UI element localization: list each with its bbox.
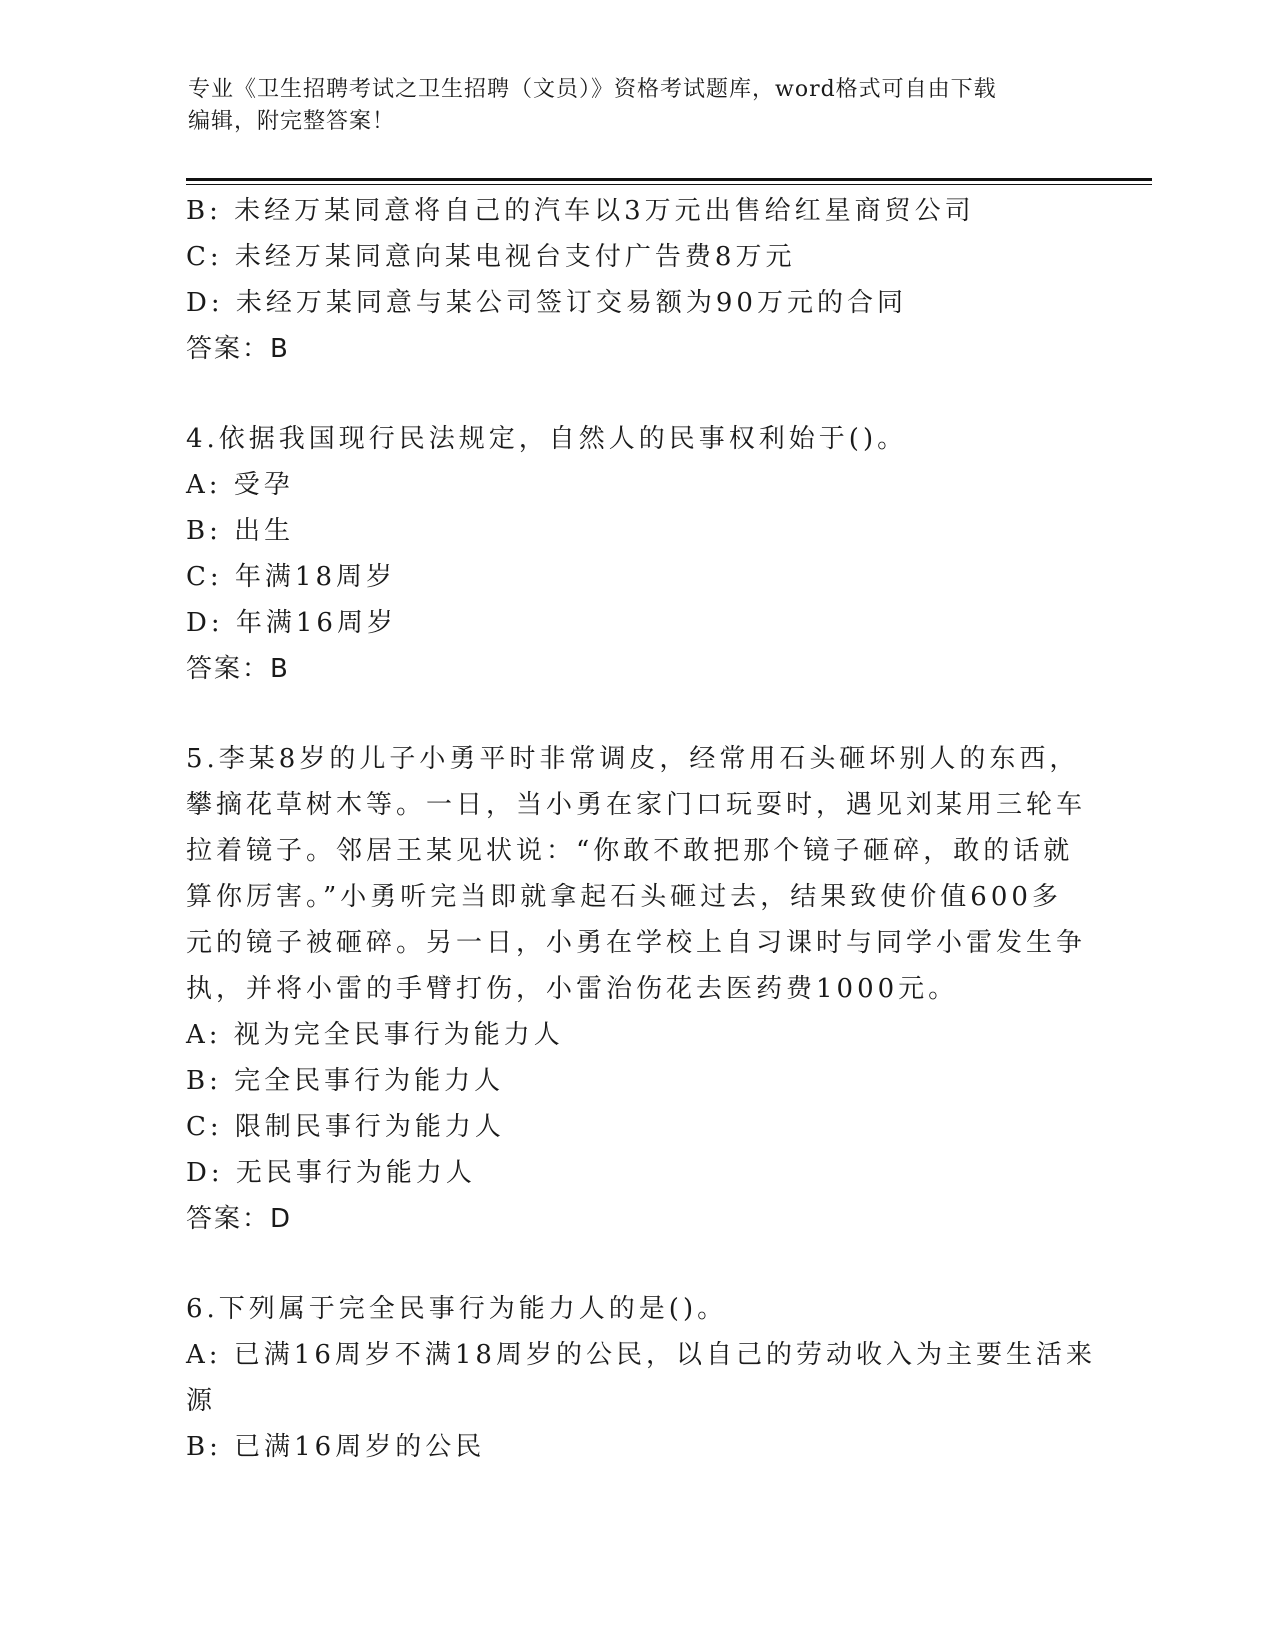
q3-option-c: C: 未经万某同意向某电视台支付广告费8万元 [186,242,796,272]
question-4-block [186,416,1086,692]
spacer [186,692,1086,736]
q4-option-a: A: 受孕 [186,470,294,500]
q6-option-a-line-2: 源 [186,1386,217,1416]
spacer [186,372,1086,416]
q4-option-c: C: 年满18周岁 [186,562,397,592]
q5-stem-line-3: 拉着镜子。邻居王某见状说：“你敢不敢把那个镜子砸碎，敢的话就 [186,836,1074,866]
question-3-block [186,188,1086,372]
header-line-2: 编辑，附完整答案！ [188,109,396,134]
header-rule-thick [186,178,1152,181]
q3-option-b: B: 未经万某同意将自己的汽车以3万元出售给红星商贸公司 [186,196,975,226]
q4-option-d: D: 年满16周岁 [186,608,397,638]
q5-option-c: C: 限制民事行为能力人 [186,1112,505,1142]
q5-stem-line-4: 算你厉害。”小勇听完当即就拿起石头砸过去，结果致使价值600多 [186,882,1062,912]
header-rule-thin [186,184,1152,185]
q5-option-a: A: 视为完全民事行为能力人 [186,1020,564,1050]
q4-stem: 4.依据我国现行民法规定，自然人的民事权利始于()。 [186,424,908,454]
question-5-block [186,736,1086,1242]
q5-stem-line-5: 元的镜子被砸碎。另一日，小勇在学校上自习课时与同学小雷发生争 [186,928,1087,958]
q5-stem-line-1: 5.李某8岁的儿子小勇平时非常调皮，经常用石头砸坏别人的东西， [186,744,1080,774]
q4-answer: 答案：B [186,654,290,684]
q3-option-d: D: 未经万某同意与某公司签订交易额为90万元的合同 [186,288,907,318]
q5-answer: 答案：D [186,1204,293,1234]
q6-option-b: B: 已满16周岁的公民 [186,1432,486,1462]
q5-option-d: D: 无民事行为能力人 [186,1158,476,1188]
q5-stem-line-6: 执，并将小雷的手臂打伤，小雷治伤花去医药费1000元。 [186,974,959,1004]
q4-option-b: B: 出生 [186,516,295,546]
header-line-1: 专业《卫生招聘考试之卫生招聘（文员）》资格考试题库，word格式可自由下载 [188,77,997,102]
q5-stem-line-2: 攀摘花草树木等。一日，当小勇在家门口玩耍时，遇见刘某用三轮车 [186,790,1087,820]
question-content [186,188,1096,1470]
question-6-block [186,1286,1096,1470]
q6-option-a-line-1: A: 已满16周岁不满18周岁的公民，以自己的劳动收入为主要生活来 [186,1340,1096,1370]
q3-answer: 答案：B [186,334,290,364]
q6-stem: 6.下列属于完全民事行为能力人的是()。 [186,1294,728,1324]
q5-option-b: B: 完全民事行为能力人 [186,1066,505,1096]
document-header [188,74,1088,138]
spacer [186,1242,1086,1286]
